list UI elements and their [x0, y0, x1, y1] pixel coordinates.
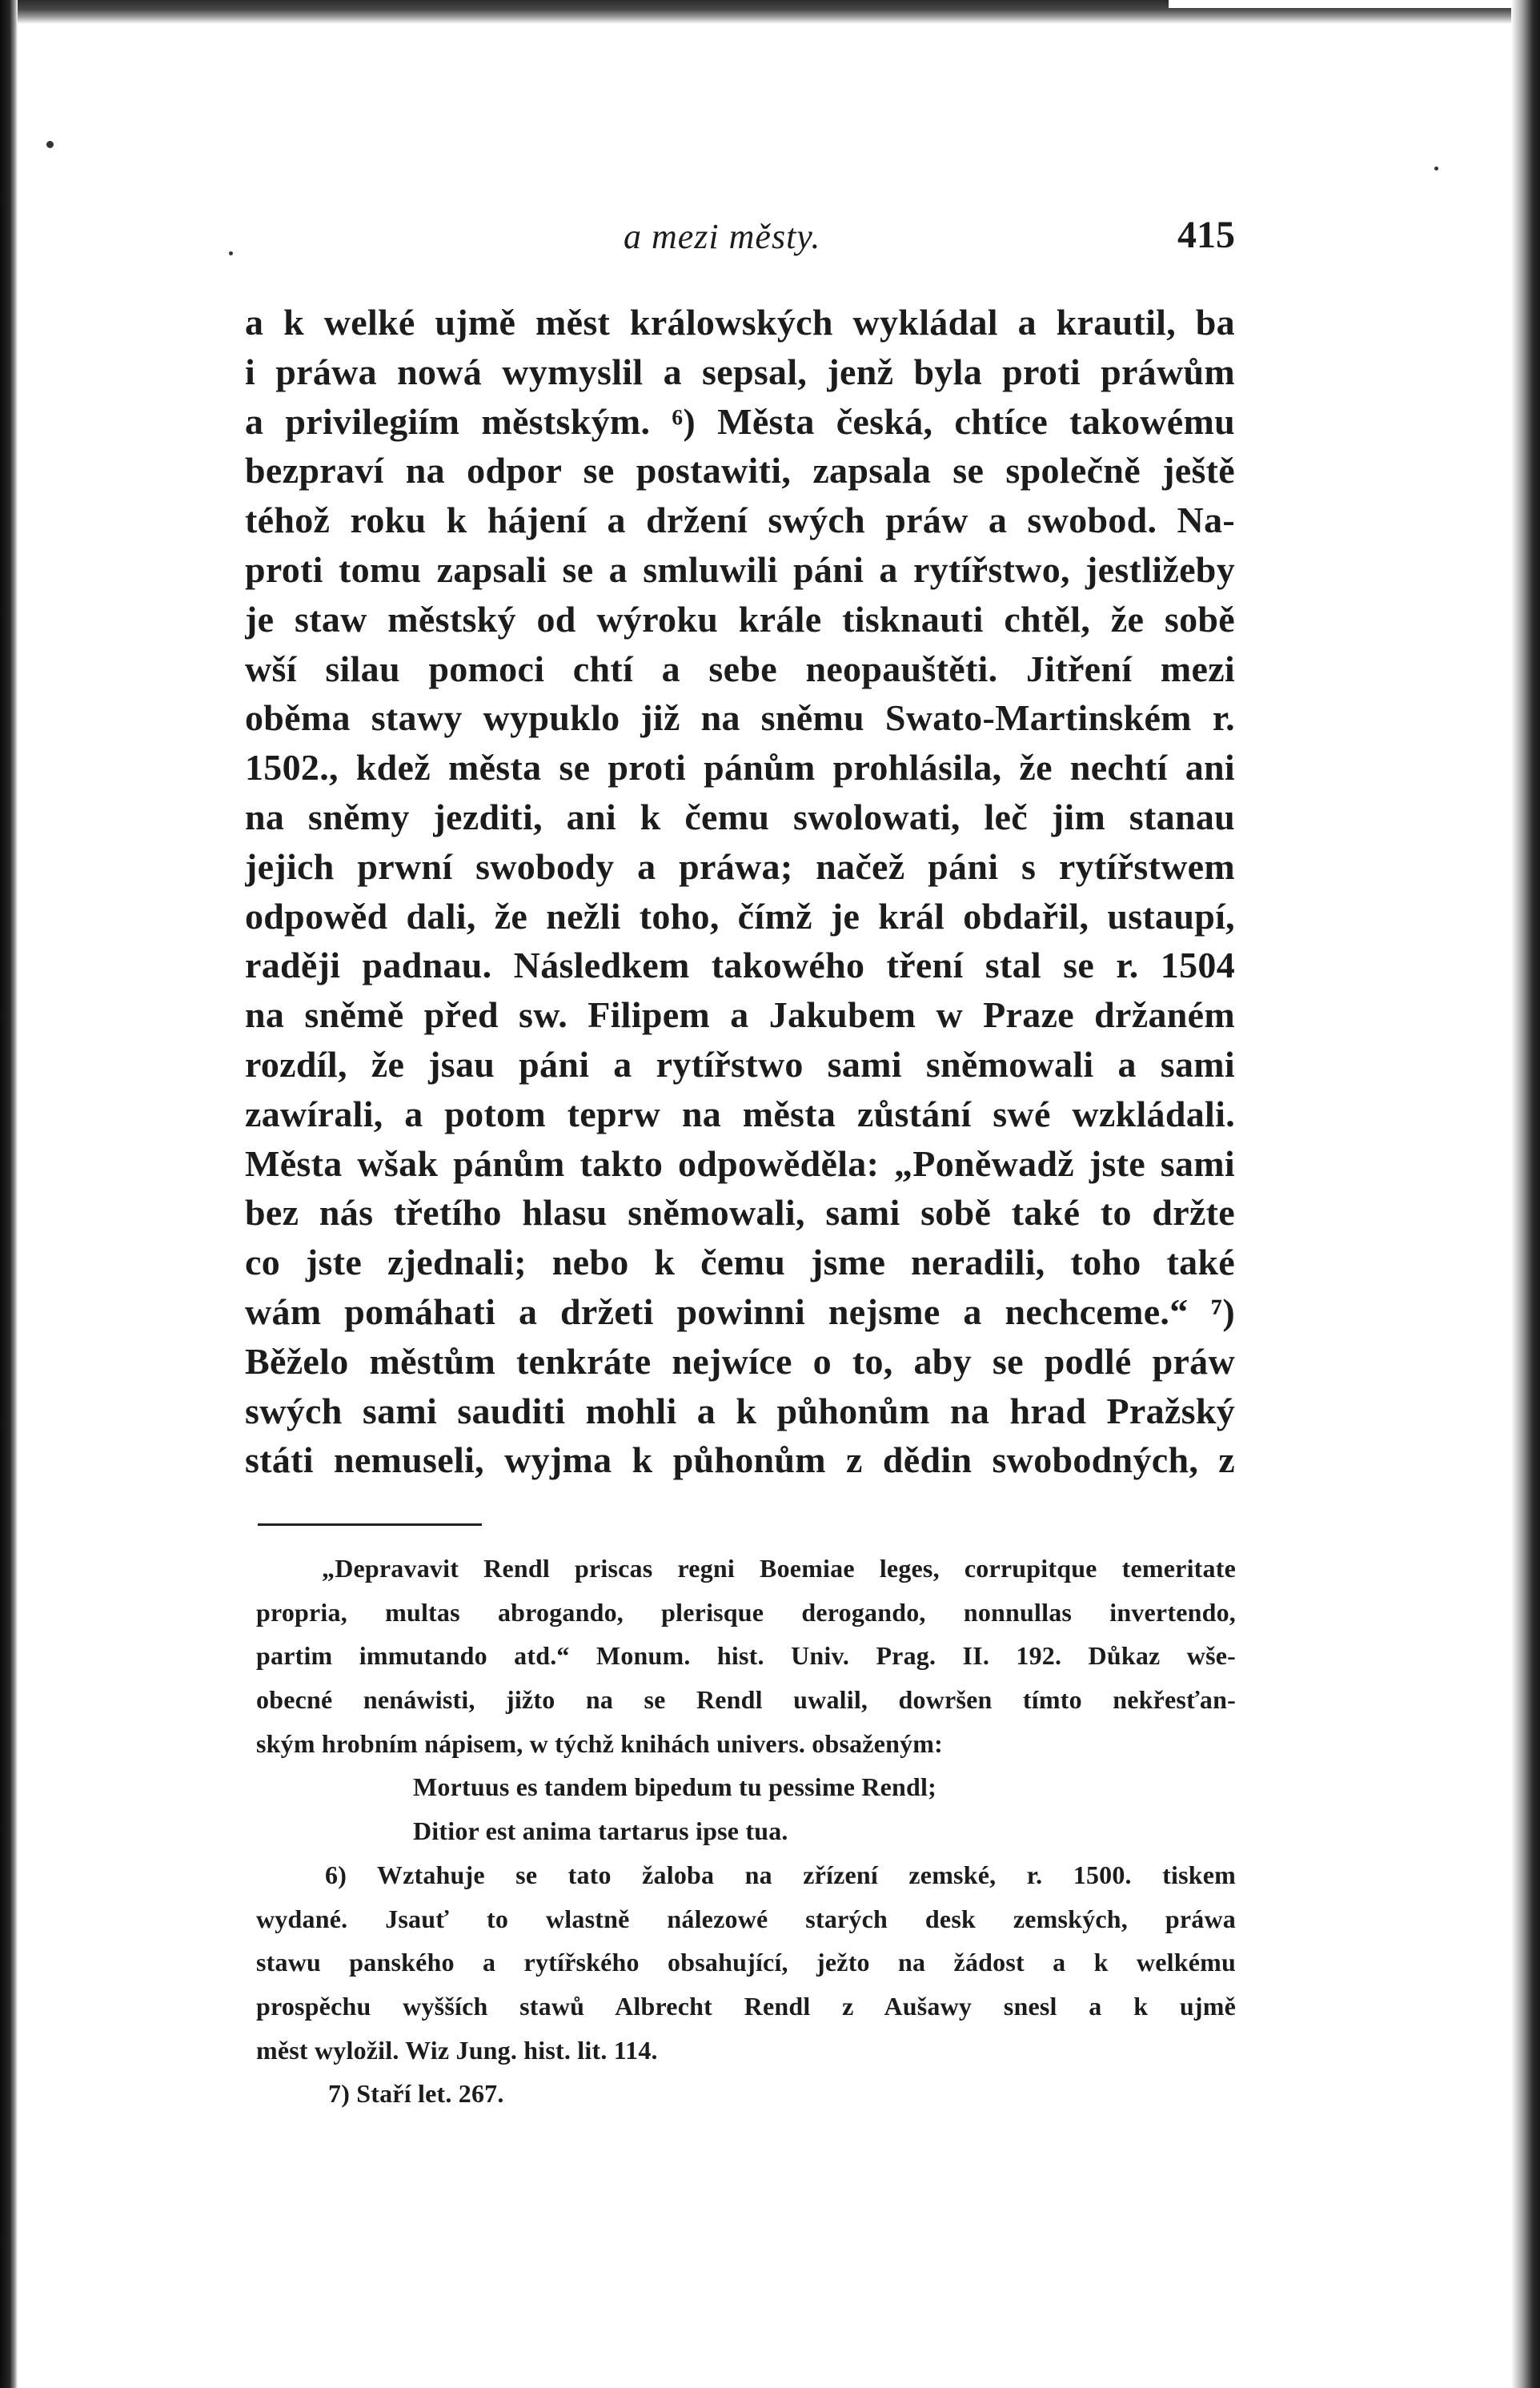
text-line: rozdíl, že jsau páni a rytířstwo sami sněmowali a sami [245, 1043, 1235, 1085]
text-line: proti tomu zapsali se a smluwili páni a rytířstwo, jestližeby [245, 548, 1235, 590]
text-line: jejich prwní swobody a práwa; načež páni s rytířstwem [245, 845, 1235, 887]
text-line: Běželo městům tenkráte nejwíce o to, aby se podlé práw [245, 1340, 1235, 1382]
footnote-line: prospěchu wyšších stawů Albrecht Rendl z Aušawy snesl a k ujmě [256, 1991, 1236, 2021]
text-line: Města wšak pánům takto odpowěděla: „Poněwadž jste sami [245, 1142, 1235, 1184]
text-line: je staw městský od wýroku krále tisknauti chtěl, že sobě [245, 598, 1235, 640]
footnote-line: obecné nenáwisti, jižto na se Rendl uwalil, dowršen tímto nekřesťan- [256, 1685, 1236, 1715]
text-line: státi nemuseli, wyjma k půhonům z dědin swobodných, z [245, 1439, 1235, 1481]
epitaph-verse: Mortuus es tandem bipedum tu pessime Rendl; [413, 1772, 936, 1802]
epitaph-verse: Ditior est anima tartarus ipse tua. [413, 1816, 788, 1846]
footnote-line: wydané. Jsauť to wlastně nálezowé starých desk zemských, práwa [256, 1904, 1236, 1933]
scan-border-left [0, 0, 18, 2388]
scan-speck [229, 251, 233, 255]
main-text [245, 298, 1235, 1485]
text-line: wám pomáhati a držeti powinni nejsme a nechceme.“ ⁷) [245, 1290, 1235, 1332]
footnote-line: propria, multas abrogando, plerisque derogando, nonnullas invertendo, [256, 1597, 1236, 1627]
text-line: 1502., kdež města se proti pánům prohlásila, že nechtí ani [245, 747, 1235, 789]
text-line: wší silau pomoci chtí a sebe neopauštěti. Jitření mezi [245, 648, 1235, 689]
footnote-line: „Depravavit Rendl priscas regni Boemiae leges, corrupitque temeritate [322, 1554, 1236, 1583]
text-line: raději padnau. Následkem takowého tření stal se r. 1504 [245, 945, 1235, 986]
footnote-line: měst wyložil. Wiz Jung. hist. lit. 114. [256, 2035, 658, 2065]
footnote-7: 7) Staří let. 267. [328, 2079, 504, 2109]
footnote-line: ským hrobním nápisem, w týchž knihách univers. obsaženým: [256, 1728, 944, 1758]
footnote-6: 6) Wztahuje se tato žaloba na zřízení zemské, r. 1500. tiskem [325, 1860, 1236, 1889]
scan-speck [46, 141, 54, 148]
text-line: odpowěd dali, že nežli toho, čímž je král obdařil, ustaupí, [245, 895, 1235, 937]
footnote-rule [258, 1523, 482, 1526]
text-line: zawírali, a potom teprw na města zůstání swé wzkládali. [245, 1093, 1235, 1134]
running-title: a mezi městy. [624, 217, 821, 256]
text-line: bez nás třetího hlasu sněmowali, sami sobě také to držte [245, 1192, 1235, 1234]
footnote-line: partim immutando atd.“ Monum. hist. Univ. Prag. II. 192. Důkaz wše- [256, 1641, 1236, 1671]
footnotes [256, 1547, 1236, 2116]
page-number: 415 [1177, 214, 1235, 256]
scan-border-gap [1169, 0, 1540, 8]
text-line: a k welké ujmě měst králowských wykládal a krautil, ba [245, 302, 1235, 343]
text-line: oběma stawy wypuklo již na sněmu Swato-Martinském r. [245, 697, 1235, 739]
text-line: na sněmě před sw. Filipem a Jakubem w Praze držaném [245, 994, 1235, 1036]
text-line: a privilegiím městským. ⁶) Města česká, chtíce takowému [245, 400, 1235, 442]
text-line: na sněmy jezditi, ani k čemu swolowati, leč jim stanau [245, 796, 1235, 837]
scan-speck [1434, 167, 1438, 171]
text-line: i práwa nowá wymyslil a sepsal, jenž byla proti práwům [245, 351, 1235, 392]
text-line: co jste zjednali; nebo k čemu jsme neradili, toho také [245, 1242, 1235, 1283]
scan-border-right [1511, 0, 1540, 2388]
footnote-line: stawu panského a rytířského obsahující, ježto na žádost a k welkému [256, 1948, 1236, 1977]
text-line: téhož roku k hájení a držení swých práw a swobod. Na- [245, 500, 1235, 541]
text-line: bezpraví na odpor se postawiti, zapsala se společně ještě [245, 450, 1235, 492]
page-header [245, 216, 1235, 272]
text-line: swých sami sauditi mohli a k půhonům na hrad Pražský [245, 1390, 1235, 1431]
